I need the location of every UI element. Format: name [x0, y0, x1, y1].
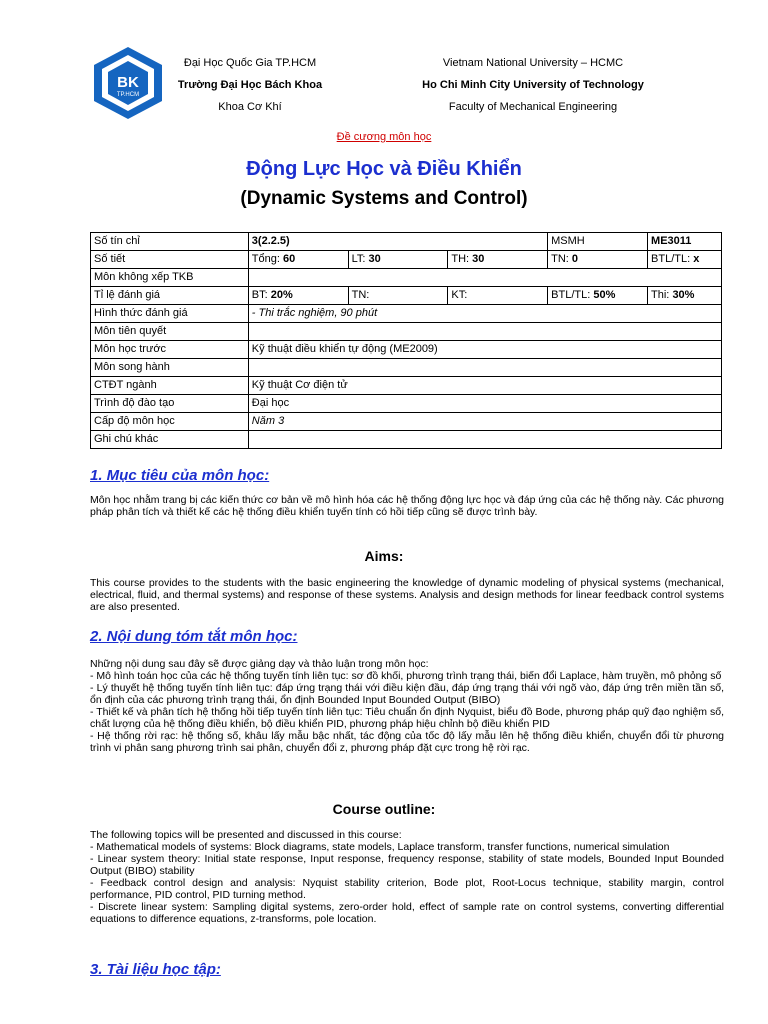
label-cell: Hình thức đánh giá	[91, 305, 249, 323]
hours-total-label: Tổng:	[251, 253, 283, 265]
header-left-line-3: Khoa Cơ Khí	[218, 101, 282, 113]
logo-text: BK	[117, 74, 139, 91]
section-2-line: - Thiết kế và phân tích hệ thống hồi tiếp tuyến tính liên tục: Tiêu chuẩn ổn định Nyquist, biểu đồ Bode, phương pháp quỹ đạo nghiệm số, chất lượng của hệ thống điều khiển, bộ điều khiển PID, phương pháp hiệu chỉnh bộ điều khiển PID	[90, 706, 724, 730]
weight-btl	[548, 287, 648, 305]
weight-bt-label: BT:	[251, 289, 271, 301]
label-cell: CTĐT ngành	[91, 377, 249, 395]
table-row	[91, 251, 722, 269]
label-cell: Cấp độ môn học	[91, 413, 249, 431]
outline-line: - Linear system theory: Initial state response, Input response, frequency response, stability of state models, Bounded Input Bounded Output (BIBO) stability	[90, 853, 724, 877]
outline-line: - Feedback control design and analysis: Nyquist stability criterion, Bode plot, Root-Locus technique, stability margin, control performance, PID control, PID turning method.	[90, 877, 724, 901]
hours-tn-value: 0	[571, 253, 579, 265]
hours-th-label: TH:	[451, 253, 473, 265]
weight-btl-label: BTL/TL:	[551, 289, 594, 301]
label-cell: Ghi chú khác	[91, 431, 249, 449]
header-right-line-1: Vietnam National University – HCMC	[442, 57, 624, 69]
course-title-en: (Dynamic Systems and Control)	[240, 188, 528, 209]
hours-btl	[648, 251, 722, 269]
outline-line: - Mathematical models of systems: Block diagrams, state models, Laplace transform, transfer functions, numerical simulation	[90, 841, 670, 853]
table-row	[91, 395, 722, 413]
weight-thi-label: Thi:	[651, 289, 673, 301]
table-row	[91, 359, 722, 377]
aims-body: This course provides to the students with the basic engineering the knowledge of dynamic modeling of physical systems (mechanical, electrical, fluid, and thermal systems) and response of these systems. Analysis and design methods for linear feedback control systems are also presented.	[90, 577, 724, 613]
section-2-line: Những nội dung sau đây sẽ được giảng dạy và thảo luận trong môn học:	[90, 658, 429, 670]
course-outline-body	[90, 829, 724, 925]
header-right-line-3: Faculty of Mechanical Engineering	[448, 101, 618, 113]
section-1-heading: 1. Mục tiêu của môn học:	[90, 467, 270, 484]
section-2-line: - Lý thuyết hệ thống tuyến tính liên tục: đáp ứng trạng thái với điều kiện đầu, đáp ứng trạng thái với ngõ vào, đáp ứng trên miền tần số, ổn định của các phương trình trạng thái, ổn định Bounded Input Bounded Output (BIBO)	[90, 682, 724, 706]
table-row	[91, 341, 722, 359]
label-cell: Môn song hành	[91, 359, 249, 377]
label-cell: Tỉ lệ đánh giá	[91, 287, 249, 305]
label-cell: Trình độ đào tạo	[91, 395, 249, 413]
hours-lt-value: 30	[368, 253, 381, 265]
section-1-body: Môn học nhằm trang bị các kiến thức cơ bản về mô hình hóa các hệ thống động lực học và đáp ứng của các hệ thống này. Các phương pháp phân tích và thiết kế các hệ thống điều khiển tuyến tính có hồi tiếp cũng sẽ được trình bày.	[90, 494, 724, 518]
table-row	[91, 377, 722, 395]
table-row	[91, 413, 722, 431]
hours-lt	[348, 251, 448, 269]
assessment-form: - Thi trắc nghiệm, 90 phút	[248, 305, 721, 323]
table-row	[91, 269, 722, 287]
weight-tn: TN:	[348, 287, 448, 305]
section-2-heading: 2. Nội dung tóm tắt môn học:	[90, 628, 298, 645]
section-3-heading: 3. Tài liệu học tập:	[90, 961, 221, 978]
hours-tn-label: TN:	[551, 253, 572, 265]
value-cell: Kỹ thuật điều khiển tự động (ME2009)	[248, 341, 721, 359]
weight-bt	[248, 287, 348, 305]
credits-value: 3(2.2.5)	[248, 233, 547, 251]
logo-subtext: TP.HCM	[116, 92, 140, 98]
hours-total-value: 60	[282, 253, 296, 265]
outline-line: - Discrete linear system: Sampling digital systems, zero-order hold, effect of sample rate on control systems, converting differential equations to difference equations, z-transforms, pole location.	[90, 901, 724, 925]
msmh-label: MSMH	[548, 233, 648, 251]
section-2-line: - Mô hình toán học của các hệ thống tuyến tính liên tục: sơ đồ khối, phương trình trạng thái, biến đổi Laplace, hàm truyền, mô phỏng số	[90, 670, 722, 682]
value-cell	[248, 269, 721, 287]
hours-total	[248, 251, 348, 269]
header-left-line-2: Trường Đại Học Bách Khoa	[177, 79, 323, 91]
syllabus-link[interactable]: Đề cương môn học	[336, 131, 432, 143]
table-row	[91, 431, 722, 449]
outline-line: The following topics will be presented and discussed in this course:	[90, 829, 402, 841]
table-row	[91, 323, 722, 341]
section-2-body	[90, 658, 724, 754]
section-2-line: - Hệ thống rời rạc: hệ thống số, khâu lấy mẫu bậc nhất, tác động của tốc độ lấy mẫu lên hệ thống điều khiển, chuyển đổi từ phương trình vi phân sang phương trình sai phân, chuyển đổi z, phương pháp đặt cực trong hệ rời rạc.	[90, 730, 724, 754]
table-row	[91, 233, 722, 251]
hours-th-value: 30	[472, 253, 485, 265]
course-info-table	[90, 232, 722, 449]
label-cell: Môn tiên quyết	[91, 323, 249, 341]
label-cell: Số tiết	[91, 251, 249, 269]
aims-heading: Aims:	[364, 548, 404, 564]
course-title-vi: Động Lực Học và Điều Khiển	[246, 158, 522, 180]
value-cell	[248, 359, 721, 377]
value-cell: Kỹ thuật Cơ điện tử	[248, 377, 721, 395]
hours-th	[448, 251, 548, 269]
value-cell: Đại học	[248, 395, 721, 413]
header-right-line-2: Ho Chi Minh City University of Technology	[422, 79, 644, 91]
hours-btl-value: x	[693, 253, 700, 265]
value-cell: Năm 3	[248, 413, 721, 431]
hours-tn	[548, 251, 648, 269]
weight-thi-value: 30%	[672, 289, 695, 301]
table-row	[91, 305, 722, 323]
course-outline-heading: Course outline:	[332, 801, 436, 817]
label-cell: Môn học trước	[91, 341, 249, 359]
weight-thi	[648, 287, 722, 305]
header-left-line-1: Đại Học Quốc Gia TP.HCM	[183, 57, 317, 69]
table-row	[91, 287, 722, 305]
label-cell: Môn không xếp TKB	[91, 269, 249, 287]
value-cell	[248, 323, 721, 341]
weight-btl-value: 50%	[593, 289, 616, 301]
university-logo	[90, 45, 166, 121]
value-cell	[248, 431, 721, 449]
hours-lt-label: LT:	[351, 253, 369, 265]
weight-kt: KT:	[448, 287, 548, 305]
course-code: ME3011	[648, 233, 722, 251]
weight-bt-value: 20%	[270, 289, 293, 301]
label-cell: Số tín chỉ	[91, 233, 249, 251]
hours-btl-label: BTL/TL:	[651, 253, 694, 265]
